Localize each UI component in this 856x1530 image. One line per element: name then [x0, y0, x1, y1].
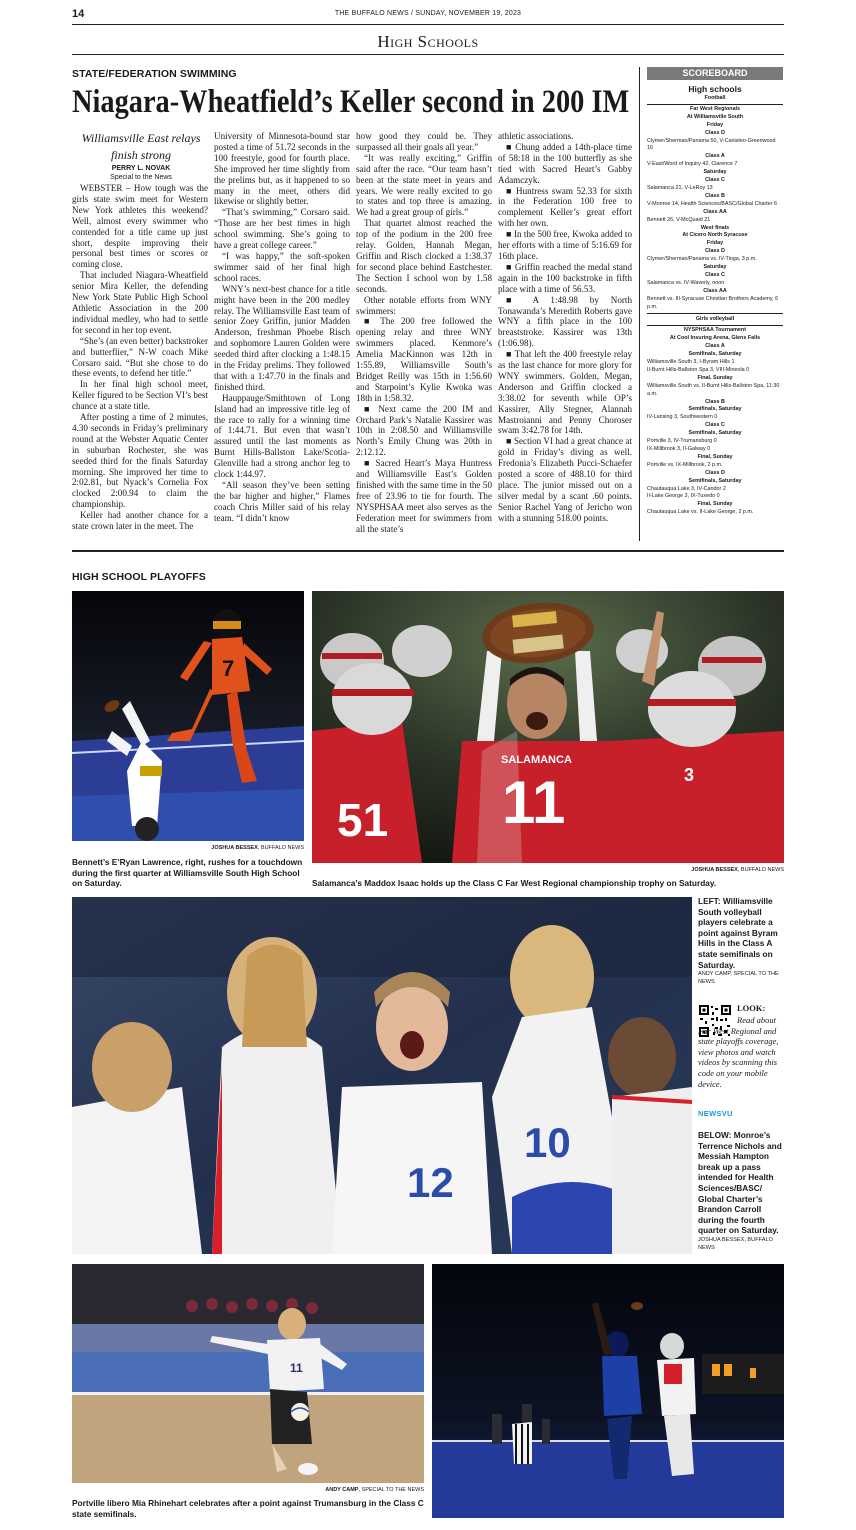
scoreboard-subhead: Class B	[705, 192, 725, 199]
scoreboard-result: Salamanca 21, V-LeRoy 13	[647, 184, 713, 191]
photo1-jersey-number: 7	[222, 656, 235, 681]
folio-line: THE BUFFALO NEWS / SUNDAY, NOVEMBER 19, 2023	[334, 10, 522, 17]
photo4-jersey-number: 11	[290, 1361, 303, 1375]
story-paragraph: After posting a time of 2 minutes, 4.30 seconds in Friday’s preliminary round at the Webster Aquatic Center in suburban Rochester, she was seeded third for the finals Saturday morning. She improved her time to 2:02.81, but Nyack’s Cornelia Fox clocked 2:00.94 to claim the championship.	[72, 412, 208, 510]
scoreboard-result: V-East/Word of Inquiry 42, Clarence 7	[647, 161, 738, 168]
section-title: High Schools	[377, 32, 479, 51]
scoreboard-subhead: Semifinals, Saturday	[688, 351, 742, 358]
below-credit: JOSHUA BESSEX, BUFFALO NEWS	[698, 1237, 773, 1251]
scoreboard-subhead: Semifinals, Saturday	[688, 477, 742, 484]
scoreboard-subhead: Semifinals, Saturday	[688, 430, 742, 437]
photo2-chest-text: SALAMANCA	[501, 754, 572, 766]
photo2-jersey-main: 11	[502, 769, 566, 836]
photo3-jersey-b: 10	[524, 1119, 571, 1166]
scoreboard-subhead: Friday	[706, 121, 724, 128]
story-paragraph: WEBSTER – How tough was the girls state swim meet for Western New York athletes this weekend? Well, almost every swimmer who contended for a title came up just short, despite improving their personal best times or scores or coming close.	[72, 183, 208, 270]
scoreboard-result: Bennett 26, V-McQuaid 21	[647, 216, 711, 223]
scoreboard-subhead: West finals	[700, 224, 730, 231]
top-rule	[72, 24, 784, 25]
byline	[74, 165, 208, 182]
story-column-4	[498, 131, 632, 539]
scoreboard-subhead: Class C	[705, 177, 725, 184]
story-paragraph: “It was really exciting,” Griffin said after the race. “Our team hasn’t been at the state meet in years and years. We were really excited to go to states and top three is amazing. We had a great group of girls.”	[356, 152, 492, 218]
story-paragraph: ■ In the 500 free, Kwoka added to her efforts with a time of 5:16.69 for 16th place.	[498, 229, 632, 261]
story-paragraph: That quartet almost reached the top of the podium in the 200 free relay. Golden, Hannah Megan, Griffin and Risch clocked a 1:38.37 for second place behind Eastchester. The Section I school won by 1.58 seconds.	[356, 218, 492, 294]
scoreboard-subhead: Final, Sunday	[697, 501, 733, 508]
byline-affiliation: Special to the News	[110, 173, 172, 181]
look-label: LOOK:	[737, 1003, 766, 1013]
story-paragraph: “All season they’ve been setting the bar higher and higher,” Flames coach Chris Miller said of his relay team. “I didn’t know	[214, 480, 350, 523]
volleyball-results	[647, 327, 783, 517]
story-paragraph: ■ That left the 400 freestyle relay as the last chance for more glory for WNY swimmers. Golden, Megan, Anderson and Griffin clocked a 3:38.02 for seventh while OP’s Kassirer, Ally Stegner, Alannah Mastroianni and Penny Choroser swam 3:42.78 for 14th.	[498, 349, 632, 436]
story-paragraph: ■ Next came the 200 IM and Orchard Park’s Natalie Kassirer was 10th in 2:08.50 and Williamsville North’s Emily Chung was 20th in 2:12.12.	[356, 403, 492, 458]
story-paragraph: ■ Griffin reached the medal stand again in the 100 backstroke in fifth place with a time of 56.53.	[498, 261, 632, 294]
photo3-jersey-a: 12	[407, 1159, 454, 1206]
story-paragraph: ■ Sacred Heart’s Maya Huntress and Williamsville East’s Golden finished with the same time in the 50 free of 23.96 to tie for fourth. The NYSPHSAA meet also serves as the Federation meet for swimmers from all the state’s	[356, 458, 492, 534]
story-paragraph: ■ A 1:48.98 by North Tonawanda’s Meredith Roberts gave WNY a fifth place in the 100 breaststroke. Kassirer was 13th (1:06.98).	[498, 294, 632, 349]
scoreboard-subhead: At Williamsville South	[686, 113, 744, 120]
scoreboard-header: SCOREBOARD	[647, 67, 783, 80]
scoreboard-subhead: Class D	[705, 248, 725, 255]
photo4-credit: ANDY CAMP, SPECIAL TO THE NEWS	[325, 1487, 424, 1493]
scoreboard-result: II-Burnt Hills-Ballston Spa 3, VIII-Mineola 0	[647, 366, 750, 373]
left-caption: LEFT: Williamsville South volleyball players celebrate a point against Byram Hills in the Class A state semifinals on Saturday.	[698, 896, 778, 970]
volleyball-label: Girls volleyball	[695, 316, 735, 323]
football-results	[647, 106, 783, 312]
story-paragraph: Other notable efforts from WNY swimmers:	[356, 294, 492, 316]
story-column-1	[72, 183, 208, 539]
scoreboard-subhead: Class B	[705, 398, 725, 405]
scoreboard-subhead: NYSPHSAA Tournament	[684, 327, 746, 334]
scoreboard	[647, 83, 783, 517]
photo1-caption: Bennett’s E’Ryan Lawrence, right, rushes for a touchdown during the first quarter at Williamsville South High School on Saturday.	[72, 857, 303, 888]
scoreboard-result: II-Lake George 3, IX-Tuxedo 0	[647, 493, 720, 500]
story-deck: Williamsville East relays finish strong	[81, 131, 201, 162]
look-promo	[737, 1003, 786, 1014]
scoreboard-subhead: Class D	[705, 129, 725, 136]
scoreboard-subhead: At Cool Insuring Arena, Glens Falls	[669, 335, 761, 342]
story-paragraph: In her final high school meet, Keller figured to be Section VI’s best chance at a state title.	[72, 379, 208, 412]
newsvu-brand[interactable]: NEWSVU	[698, 1109, 733, 1118]
scoreboard-result: IV-Lansing 3, Southwestern 0	[647, 414, 718, 421]
scoreboard-result: Williamsville South 3, I-Byram Hills 1	[647, 359, 735, 365]
story-paragraph: ■ Huntress swam 52.33 for sixth in the Federation 100 free to complement Keller’s great effort with her own.	[498, 185, 632, 229]
byline-name: PERRY L. NOVAK	[111, 165, 171, 172]
photo4-caption: Portville libero Mia Rhinehart celebrates after a point against Trumansburg in the Class C state semifinals.	[72, 1498, 424, 1519]
story-paragraph: ■ Chung added a 14th-place time of 58:18 in the 100 butterfly as she tied with Sacred Heart’s Gabby Adamczyk.	[498, 141, 632, 185]
scoreboard-title: High schools	[688, 84, 742, 94]
scoreboard-subhead: Far West Regionals	[690, 105, 740, 112]
scoreboard-subhead: Semifinals, Saturday	[688, 406, 742, 413]
story-paragraph: ■ The 200 free followed the opening relay and three WNY swimmers placed. Kenmore’s Amelia MacKinnon was 12th in 1:55.89, Williamsville South’s Bridget Reilly was 15th in 1:56.60 and Starpoint’s Kylie Kwoka was 18th in 1:58.32.	[356, 316, 492, 403]
photo2-jersey-left: 51	[337, 794, 389, 846]
scoreboard-result: Chautauqua Lake 3, IV-Candor 2	[647, 485, 726, 492]
scoreboard-subhead: Final, Sunday	[697, 453, 733, 460]
story-paragraph: “That’s swimming,” Corsaro said. “Those are her best times in high school swimming. She’s going to have a great college career.”	[214, 207, 350, 251]
story-column-2	[214, 131, 350, 539]
photo-portville-libero	[72, 1264, 424, 1483]
photo2-caption: Salamanca’s Maddox Isaac holds up the Class C Far West Regional championship trophy on Saturday.	[312, 878, 717, 888]
scoreboard-subhead: Class C	[705, 271, 725, 278]
story-paragraph: athletic associations.	[498, 131, 574, 141]
story-column-3	[356, 131, 492, 539]
scoreboard-subhead: Class A	[705, 343, 725, 350]
story-divider	[639, 67, 640, 541]
look-text: Read about Far West Regional and state playoffs coverage, view photos and watch videos by scanning this code on your mobile device.	[698, 1015, 779, 1089]
story-paragraph: “I was happy,” the soft-spoken swimmer said of her final high school races.	[214, 250, 350, 283]
story-kicker: STATE/FEDERATION SWIMMING	[72, 68, 237, 80]
story-paragraph: Hauppauge/Smithtown of Long Island had an impressive title leg of the race to rally for a winning time of 1:44.71. But even that wasn’t assured until the last moments as Burnt Hills-Ballston Lake/Scotia-Glenville had a strong anchor leg to clock 1:44.97.	[214, 392, 350, 480]
scoreboard-result: IX-Millbrook 3, II-Galway 0	[647, 445, 711, 452]
scoreboard-result: V-Monroe 14, Health Sciences/BASC/Global Charter 6	[647, 200, 778, 207]
scoreboard-subhead: Class C	[705, 422, 725, 429]
scoreboard-result: Williamsville South vs. II-Burnt Hills-Ballston Spa, 11:30 a.m.	[647, 382, 780, 397]
scoreboard-subhead: Class AA	[703, 208, 727, 215]
photo2-credit: JOSHUA BESSEX, BUFFALO NEWS	[691, 867, 784, 873]
section-rule	[72, 54, 784, 55]
story-paragraph: WNY’s next-best chance for a title might have been in the 200 medley relay. The Williamsville East team of senior Zoey Griffin, junior Madden Anderson, freshman Phoebe Risch and sophomore Lauren Golden were seeded third after clocking a 1:48.15 in the Friday prelims. They followed that with a 1:47.70 in the finals and finished third.	[214, 283, 350, 392]
story-paragraph: “She’s (an even better) backstroker and butterflier,” N-W coach Mike Corsaro said. “But she chose to do these events, to defend her title.”	[72, 335, 208, 379]
story-paragraph: University of Minnesota-bound star posted a time of 51.72 seconds in the 100 freestyle, good for fourth place. She improved her time slightly from the prelims but, as it happened to so many in the meet, others did likewise or slightly better.	[214, 131, 350, 207]
photo2-jersey-right: 3	[684, 765, 695, 785]
photo-salamanca-trophy	[312, 591, 784, 863]
scoreboard-result: Portville vs. IX-Millbrook, 2 p.m.	[647, 461, 723, 468]
left-credit: ANDY CAMP, SPECIAL TO THE NEWS	[698, 971, 779, 985]
below-caption: BELOW: Monroe’s Terrence Nichols and Messiah Hampton break up a pass intended for Health Sciences/BASC/ Global Charter’s Brandon Carroll during the fourth quarter on Saturday.	[698, 1130, 782, 1236]
scoreboard-subhead: Saturday	[703, 264, 727, 271]
story-headline: Niagara-Wheatfield’s Keller second in 200 IM	[72, 84, 630, 120]
mid-rule	[72, 550, 784, 552]
scoreboard-subhead: Class D	[705, 469, 725, 476]
scoreboard-result: Clymer/Sherman/Panama 50, V-Canisteo-Greenwood 16	[647, 137, 776, 152]
story-paragraph: Keller had another chance for a state crown later in the meet. The	[72, 510, 208, 532]
scoreboard-subhead: Saturday	[703, 169, 727, 176]
scoreboard-result: Portville 3, IV-Trumansburg 0	[647, 438, 717, 445]
story-paragraph: That included Niagara-Wheatfield senior Mira Keller, the defending New York State Public High School Athletic Association in the 200 individual medley, who had to settle for second in her top event.	[72, 270, 208, 335]
scoreboard-subhead: At Cicero North Syracuse	[682, 232, 748, 239]
photo1-credit: JOSHUA BESSEX, BUFFALO NEWS	[211, 845, 304, 851]
scoreboard-subhead: Class A	[705, 153, 725, 160]
story-paragraph: ■ Section VI had a great chance at gold in Friday’s diving as well. Fredonia’s Elizabeth Pucci-Schaefer posted a score of 488.10 for third place. The junior missed out on a silver medal by a scant .60 points. Senior Rachel Yang of Jericho won with a stunning 518.00 points.	[498, 436, 632, 523]
scoreboard-subhead: Final, Sunday	[697, 374, 733, 381]
playoffs-kicker: HIGH SCHOOL PLAYOFFS	[72, 571, 206, 583]
scoreboard-result: Clymer/Sherman/Panama vs. IV-Tioga, 3 p.m.	[647, 256, 757, 263]
photo-bennett-touchdown	[72, 591, 304, 841]
photo-williamsville-volleyball	[72, 897, 692, 1254]
scoreboard-subhead: Friday	[706, 240, 724, 247]
scoreboard-result: Salamanca vs. IV-Waverly, noon	[647, 279, 725, 286]
scoreboard-result: Bennett vs. III-Syracuse Christian Brothers Academy, 6 p.m.	[647, 295, 779, 310]
scoreboard-result: Chautauqua Lake vs. II-Lake George, 2 p.m.	[647, 509, 754, 516]
photo-monroe-pass-breakup	[432, 1264, 784, 1518]
scoreboard-subhead: Class AA	[703, 287, 727, 294]
page-number: 14	[72, 8, 85, 20]
story-paragraph: how good they could be. They surpassed all their goals all year.”	[356, 131, 492, 152]
football-label: Football	[704, 95, 726, 101]
